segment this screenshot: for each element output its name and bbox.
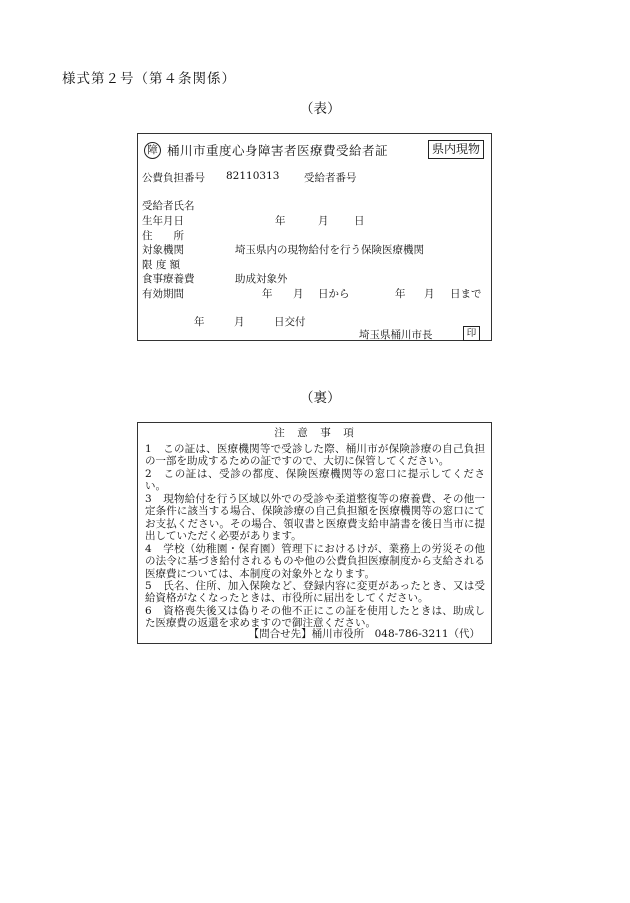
note-item [145, 468, 485, 493]
birth-year: 年 [275, 215, 286, 227]
contact-info: 【問合せ先】桶川市役所 048-786-3211（代） [248, 628, 480, 640]
validity-to-day: 日まで [450, 288, 482, 300]
note-item [145, 605, 485, 630]
note-number: 1 [145, 443, 152, 455]
public-number-label: 公費負担番号 [142, 172, 205, 184]
validity-from-month: 月 [293, 288, 304, 300]
note-number: 4 [145, 543, 152, 555]
issuer: 埼玉県桶川市長 [359, 329, 433, 341]
limit-label: 限 度 額 [142, 259, 181, 271]
official-stamp: 印 [463, 326, 480, 341]
note-item [145, 580, 485, 605]
front-side-label: （表） [300, 101, 341, 117]
institution-label: 対象機関 [142, 244, 184, 256]
recipient-card-front [137, 133, 492, 341]
recipient-number-label: 受給者番号 [304, 172, 357, 184]
meal-value: 助成対象外 [235, 273, 288, 285]
card-title: 桶川市重度心身障害者医療費受給者証 [167, 143, 389, 158]
validity-to-year: 年 [395, 288, 406, 300]
note-number: 3 [145, 493, 152, 505]
notes-box [137, 422, 492, 644]
issue-year: 年 [194, 316, 205, 328]
validity-to-month: 月 [424, 288, 435, 300]
note-text: この証は、医療機関等で受診した際、桶川市が保険診療の自己負担の一部を助成するための証ですので、大切に保管してください。 [145, 443, 485, 468]
name-label: 受給者氏名 [142, 200, 195, 212]
back-side-label: （裏） [300, 390, 341, 406]
notes-title: 注 意 事 項 [274, 427, 355, 439]
note-item [145, 443, 485, 468]
issue-month: 月 [234, 316, 245, 328]
validity-from-year: 年 [262, 288, 273, 300]
institution-value: 埼玉県内の現物給付を行う保険医療機関 [235, 244, 424, 256]
validity-label: 有効期間 [142, 288, 184, 300]
birth-day: 日 [354, 215, 365, 227]
type-badge: 県内現物 [428, 140, 484, 159]
issue-day: 日交付 [274, 316, 306, 328]
birth-label: 生年月日 [142, 215, 184, 227]
meal-label: 食事療養費 [142, 273, 195, 285]
note-number: 2 [145, 468, 152, 480]
public-number-value: 82110313 [226, 170, 280, 182]
note-item [145, 543, 485, 580]
note-text: 学校（幼稚園・保育園）管理下におけるけが、業務上の労災その他の法令に基づき給付されるものや他の公費負担医療制度から支給される医療費については、本制度の対象外となります。 [145, 543, 485, 580]
note-text: 資格喪失後又は偽りその他不正にこの証を使用したときは、助成した医療費の返還を求めますので御注意ください。 [145, 605, 485, 630]
validity-from-day: 日から [318, 288, 350, 300]
note-text: この証は、受診の都度、保険医療機関等の窓口に提示してください。 [145, 468, 485, 493]
birth-month: 月 [318, 215, 329, 227]
note-text: 氏名、住所、加入保険など、登録内容に変更があったとき、又は受給資格がなくなったときは、市役所に届出をしてください。 [145, 580, 485, 605]
note-text: 現物給付を行う区域以外での受診や柔道整復等の療養費、その他一定条件に該当する場合、保険診療の自己負担額を医療機関等の窓口にてお支払ください。その場合、領収書と医療費支給申請書を後日当市に提出していただく必要があります。 [145, 493, 485, 543]
note-number: 6 [145, 605, 152, 617]
note-number: 5 [145, 580, 152, 592]
disability-seal-icon: 障 [144, 142, 161, 159]
note-item [145, 493, 485, 543]
form-number: 様式第２号（第４条関係） [62, 71, 236, 87]
address-label: 住 所 [142, 230, 184, 242]
